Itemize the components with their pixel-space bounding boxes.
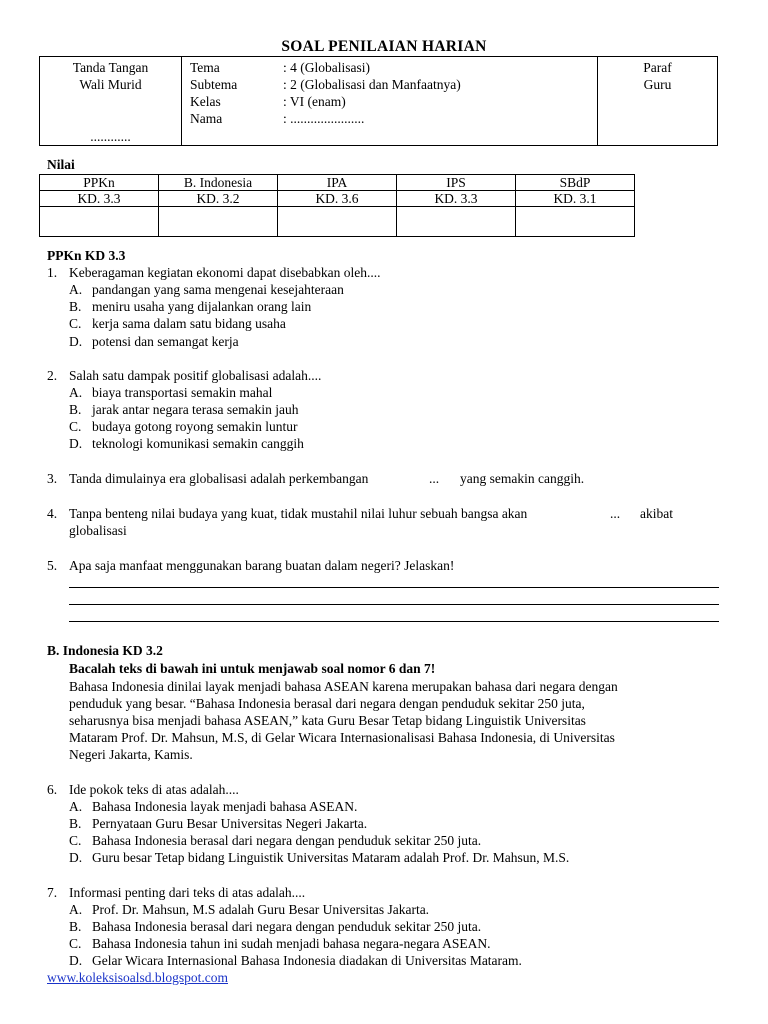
kd-cell: KD. 3.6	[278, 191, 397, 207]
signature-line: ............	[90, 129, 131, 144]
option-text: budaya gotong royong semakin luntur	[92, 419, 298, 434]
option-text: kerja sama dalam satu bidang usaha	[92, 316, 286, 331]
answer-line	[69, 621, 719, 622]
question-number: 5.	[47, 558, 58, 573]
question-number: 3.	[47, 471, 58, 486]
passage-line: Bahasa Indonesia dinilai layak menjadi bahasa ASEAN karena merupakan bahasa dari negara dengan	[69, 679, 618, 694]
subject-cell: PPKn	[40, 175, 159, 191]
option-letter: D.	[69, 436, 83, 451]
kd-cell: KD. 3.1	[516, 191, 635, 207]
footer-link[interactable]: www.koleksisoalsd.blogspot.com	[47, 970, 228, 985]
score-cell	[516, 207, 635, 237]
question-text-continued: globalisasi	[69, 523, 127, 538]
score-cell	[40, 207, 159, 237]
question-text: Keberagaman kegiatan ekonomi dapat disebabkan oleh....	[69, 265, 381, 280]
option-letter: B.	[69, 919, 82, 934]
header-box	[39, 56, 718, 146]
option-text: Bahasa Indonesia berasal dari negara dengan penduduk sekitar 250 juta.	[92, 919, 482, 934]
answer-line	[69, 604, 719, 605]
option-letter: B.	[69, 816, 82, 831]
option-text: Bahasa Indonesia layak menjadi bahasa ASEAN.	[92, 799, 358, 814]
field-value-tema: : 4 (Globalisasi)	[283, 60, 370, 75]
grades-table	[39, 174, 635, 237]
passage-line: penduduk yang besar. “Bahasa Indonesia berasal dari negara dengan penduduk sekitar 250 juta,	[69, 696, 585, 711]
option-letter: A.	[69, 385, 83, 400]
option-letter: B.	[69, 299, 82, 314]
subject-cell: SBdP	[516, 175, 635, 191]
question-number: 7.	[47, 885, 58, 900]
section-heading-bindo: B. Indonesia KD 3.2	[47, 643, 163, 658]
kd-row	[40, 191, 635, 207]
option-text: Pernyataan Guru Besar Universitas Negeri Jakarta.	[92, 816, 368, 831]
subject-row	[40, 175, 635, 191]
option-text: potensi dan semangat kerja	[92, 334, 239, 349]
field-label-nama: Nama	[190, 111, 223, 126]
option-letter: D.	[69, 334, 83, 349]
option-text: Bahasa Indonesia tahun ini sudah menjadi bahasa negara-negara ASEAN.	[92, 936, 491, 951]
subject-cell: IPS	[397, 175, 516, 191]
option-text: meniru usaha yang dijalankan orang lain	[92, 299, 312, 314]
question-number: 1.	[47, 265, 58, 280]
paraf-label: Guru	[643, 77, 672, 92]
subject-cell: B. Indonesia	[159, 175, 278, 191]
score-row	[40, 207, 635, 237]
passage-line: seharusnya bisa menjadi bahasa ASEAN,” kata Guru Besar Tetap bidang Linguistik Universitas	[69, 713, 586, 728]
passage-line: Negeri Jakarta, Kamis.	[69, 747, 193, 762]
question-text: Ide pokok teks di atas adalah....	[69, 782, 239, 797]
option-letter: B.	[69, 402, 82, 417]
field-label-subtema: Subtema	[190, 77, 238, 92]
question-text-after: akibat	[640, 506, 673, 521]
nilai-label: Nilai	[47, 157, 75, 172]
score-cell	[159, 207, 278, 237]
option-letter: D.	[69, 850, 83, 865]
question-number: 2.	[47, 368, 58, 383]
question-number: 4.	[47, 506, 58, 521]
option-text: pandangan yang sama mengenai kesejahteraan	[92, 282, 344, 297]
question-text: Apa saja manfaat menggunakan barang buatan dalam negeri? Jelaskan!	[69, 558, 455, 573]
option-letter: C.	[69, 936, 82, 951]
kd-cell: KD. 3.3	[397, 191, 516, 207]
answer-blank: ...	[610, 506, 621, 521]
option-letter: C.	[69, 419, 82, 434]
question-text: Tanda dimulainya era globalisasi adalah perkembangan	[69, 471, 369, 486]
option-text: teknologi komunikasi semakin canggih	[92, 436, 304, 451]
answer-line	[69, 587, 719, 588]
signature-label: Wali Murid	[79, 77, 142, 92]
paraf-label: Paraf	[643, 60, 672, 75]
header-divider	[181, 57, 182, 145]
option-text: Guru besar Tetap bidang Linguistik Universitas Mataram adalah Prof. Dr. Mahsun, M.S.	[92, 850, 570, 865]
option-letter: A.	[69, 282, 83, 297]
question-text: Informasi penting dari teks di atas adalah....	[69, 885, 306, 900]
passage-line: Mataram Prof. Dr. Mahsun, M.S, di Gelar Wicara Internasionalisasi Bahasa Indonesia, di Universitas	[69, 730, 615, 745]
page-title: SOAL PENILAIAN HARIAN	[281, 38, 487, 55]
option-text: jarak antar negara terasa semakin jauh	[92, 402, 299, 417]
question-text: Tanpa benteng nilai budaya yang kuat, tidak mustahil nilai luhur sebuah bangsa akan	[69, 506, 528, 521]
field-value-kelas: : VI (enam)	[283, 94, 346, 109]
field-value-nama: : ......................	[283, 111, 365, 126]
score-cell	[278, 207, 397, 237]
kd-cell: KD. 3.3	[40, 191, 159, 207]
question-number: 6.	[47, 782, 58, 797]
field-label-kelas: Kelas	[190, 94, 221, 109]
signature-label: Tanda Tangan	[72, 60, 149, 75]
subject-cell: IPA	[278, 175, 397, 191]
option-letter: C.	[69, 833, 82, 848]
question-text: Salah satu dampak positif globalisasi adalah....	[69, 368, 322, 383]
answer-blank: ...	[429, 471, 440, 486]
field-value-subtema: : 2 (Globalisasi dan Manfaatnya)	[283, 77, 461, 92]
section-heading-ppkn: PPKn KD 3.3	[47, 248, 126, 263]
field-label-tema: Tema	[190, 60, 220, 75]
reading-instruction: Bacalah teks di bawah ini untuk menjawab soal nomor 6 dan 7!	[69, 661, 436, 676]
question-text-after: yang semakin canggih.	[460, 471, 585, 486]
kd-cell: KD. 3.2	[159, 191, 278, 207]
option-letter: D.	[69, 953, 83, 968]
option-text: Bahasa Indonesia berasal dari negara dengan penduduk sekitar 250 juta.	[92, 833, 482, 848]
option-letter: A.	[69, 902, 83, 917]
option-text: biaya transportasi semakin mahal	[92, 385, 273, 400]
option-text: Gelar Wicara Internasional Bahasa Indonesia diadakan di Universitas Mataram.	[92, 953, 522, 968]
option-text: Prof. Dr. Mahsun, M.S adalah Guru Besar Universitas Jakarta.	[92, 902, 430, 917]
option-letter: A.	[69, 799, 83, 814]
score-cell	[397, 207, 516, 237]
option-letter: C.	[69, 316, 82, 331]
